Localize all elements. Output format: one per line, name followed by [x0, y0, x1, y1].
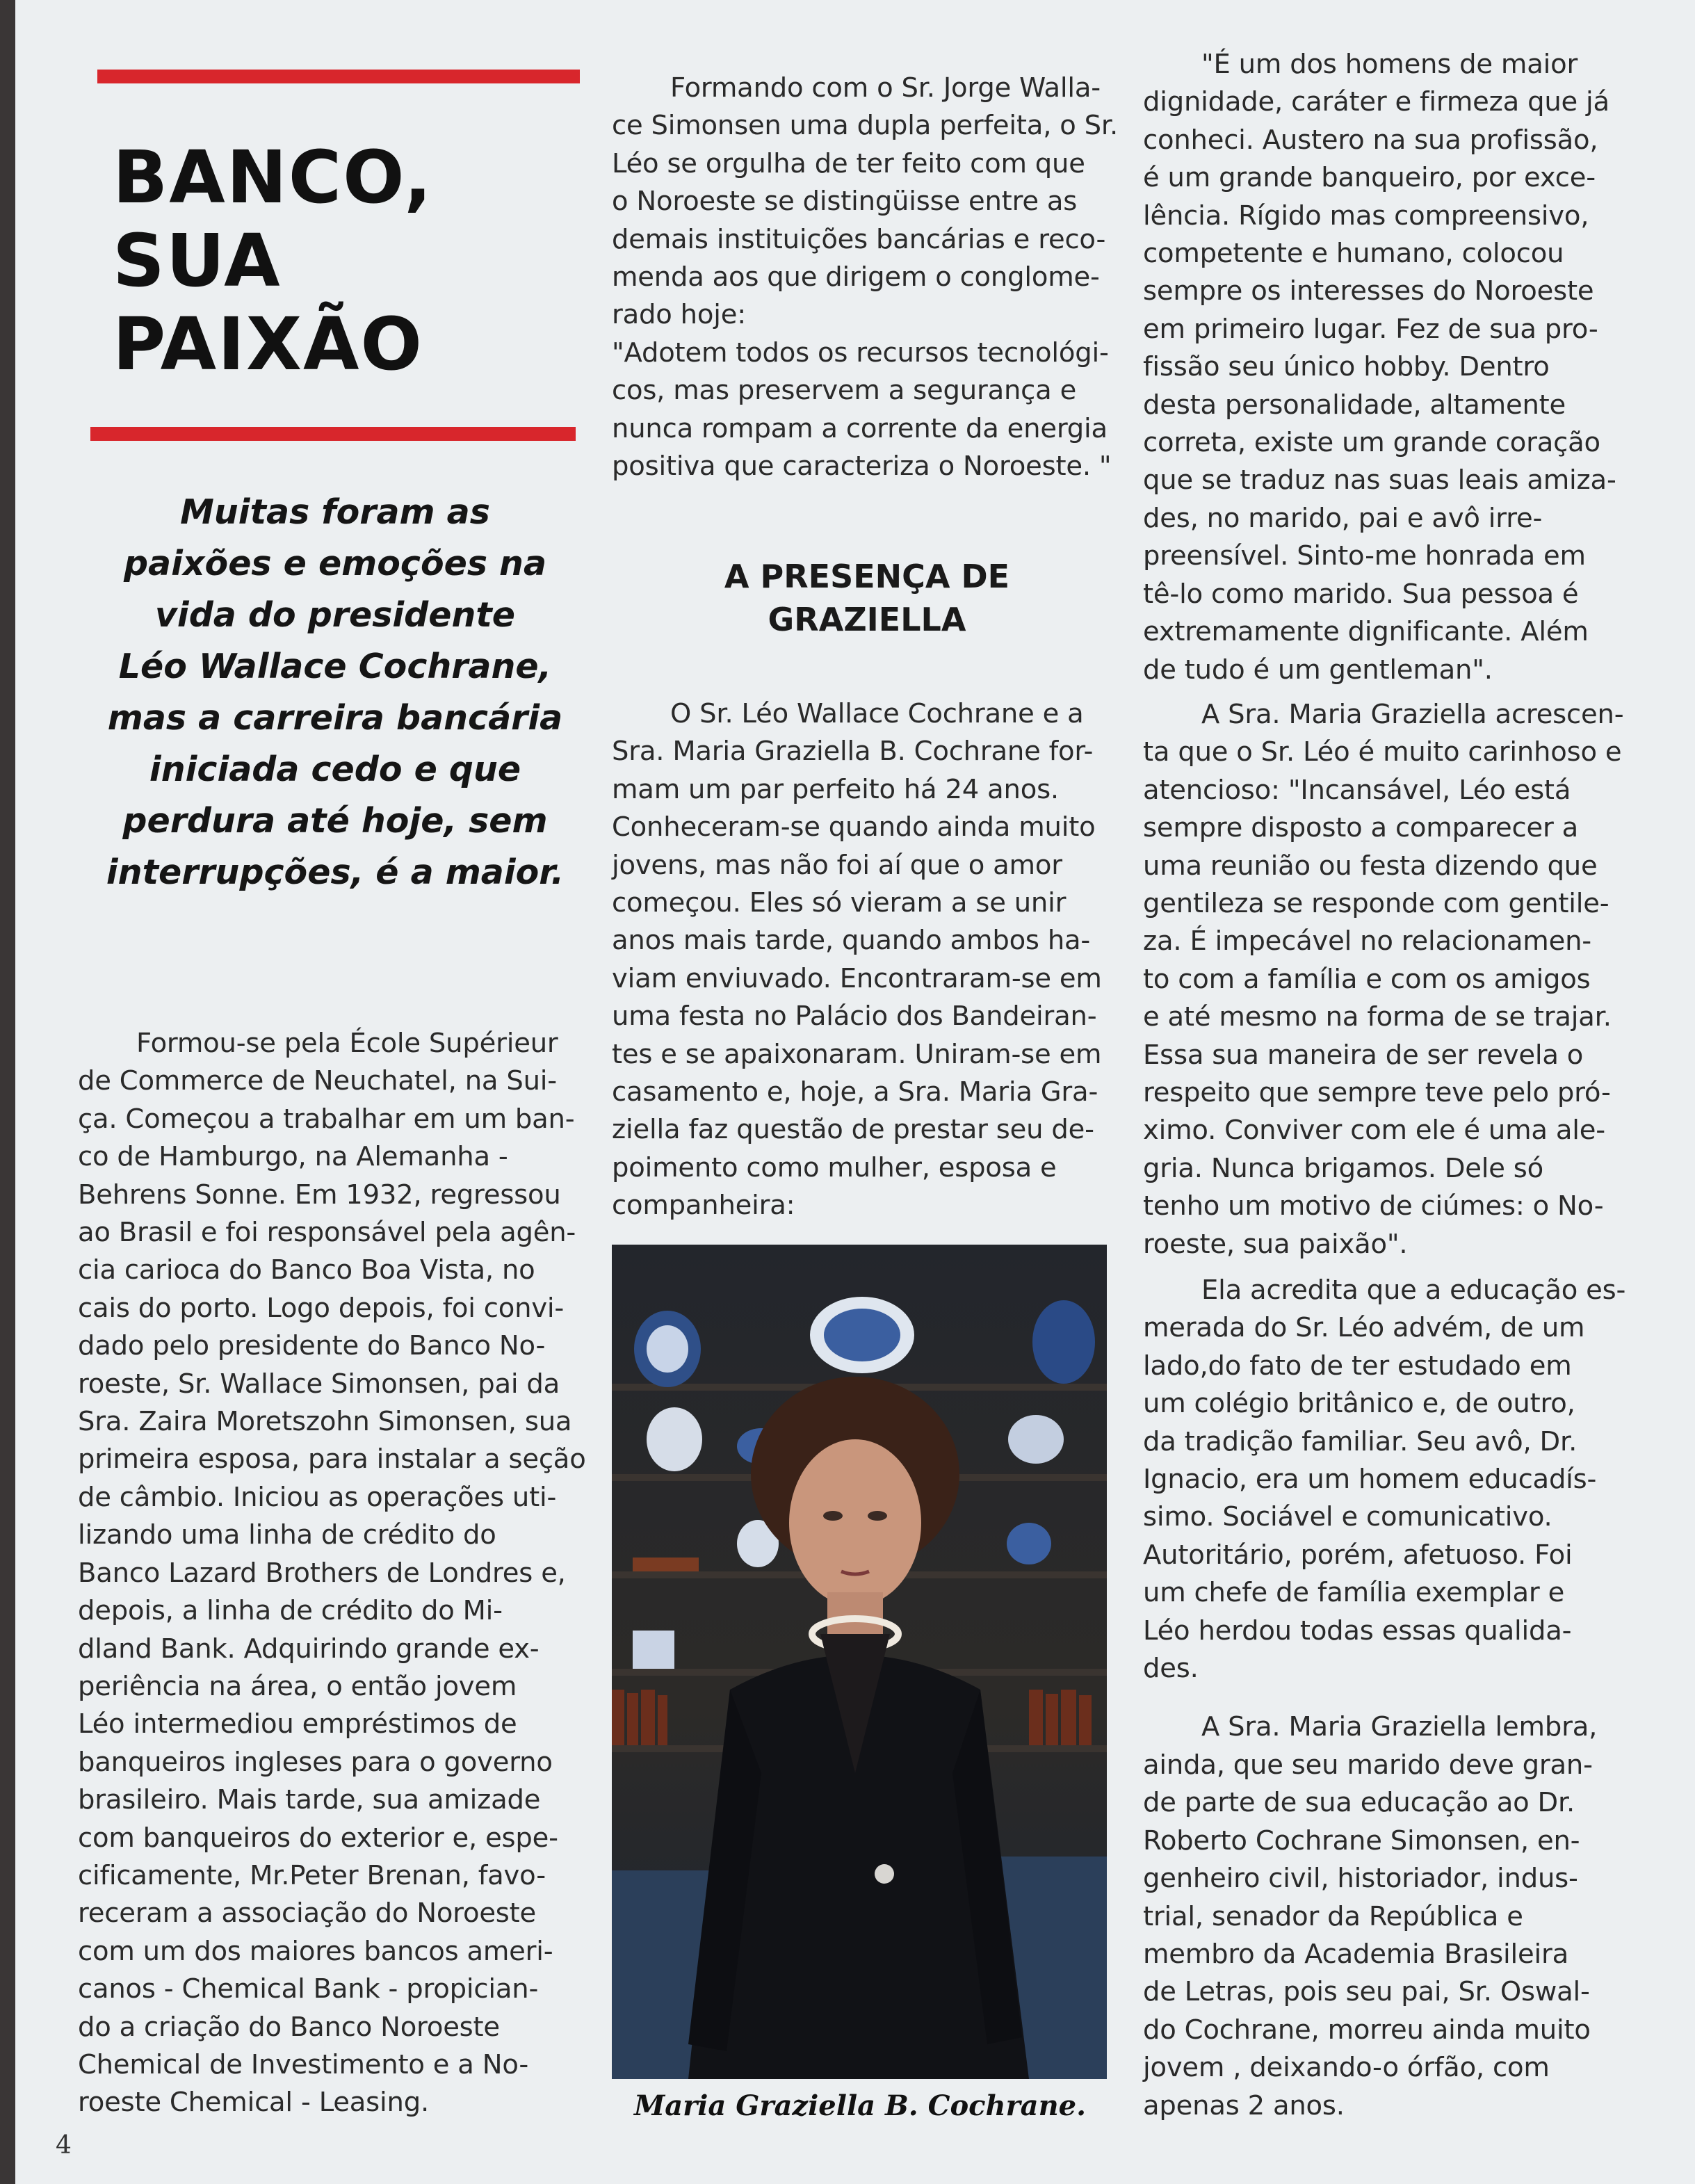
text-line: jovem , deixando-o órfão, com	[1143, 2052, 1550, 2084]
text-line: começou. Eles só vieram a se unir	[612, 887, 1067, 919]
heading-line: A PRESENÇA DE	[724, 558, 1010, 595]
col3-paragraph-4	[1143, 1708, 1654, 2124]
text-line: Chemical de Investimento e a No-	[78, 2048, 529, 2080]
lead-line: Léo Wallace Cochrane,	[118, 647, 552, 686]
text-line: apenas 2 anos.	[1143, 2089, 1345, 2121]
text-line: cais do porto. Logo depois, foi convi-	[78, 1292, 565, 1324]
text-line: tenho um motivo de ciúmes: o No-	[1143, 1190, 1604, 1222]
portrait-photo	[612, 1245, 1107, 2079]
text-line: Ela acredita que a educação es-	[1201, 1275, 1626, 1306]
text-line: Ignacio, era um homem educadís-	[1143, 1464, 1597, 1496]
photo-caption: Maria Graziella B. Cochrane.	[633, 2089, 1087, 2122]
text-line: des.	[1143, 1653, 1199, 1685]
text-line: "Adotem todos os recursos tecnológi-	[612, 337, 1109, 369]
text-line: roeste, sua paixão".	[1143, 1228, 1408, 1260]
text-line: demais instituições bancárias e reco-	[612, 223, 1106, 255]
text-line: de tudo é um gentleman".	[1143, 654, 1493, 686]
text-line: cos, mas preservem a segurança e	[612, 375, 1077, 407]
text-line: que se traduz nas suas leais amiza-	[1143, 464, 1616, 496]
text-line: Conheceram-se quando ainda muito	[612, 811, 1096, 843]
text-line: genheiro civil, historiador, indus-	[1143, 1863, 1578, 1895]
text-line: primeira esposa, para instalar a seção	[78, 1443, 586, 1475]
col2-intro-paragraph	[612, 70, 1119, 485]
text-line: de Commerce de Neuchatel, na Sui-	[78, 1065, 557, 1097]
text-line: Sra. Maria Graziella B. Cochrane for-	[612, 736, 1094, 768]
title-line: BANCO,	[113, 135, 433, 220]
column-2-top	[612, 70, 1119, 485]
text-line: Roberto Cochrane Simonsen, en-	[1143, 1825, 1580, 1857]
text-line: com um dos maiores bancos ameri-	[78, 1935, 553, 1967]
text-line: cia carioca do Banco Boa Vista, no	[78, 1254, 535, 1286]
text-line: é um grande banqueiro, por exce-	[1143, 162, 1596, 194]
text-line: Léo intermediou empréstimos de	[78, 1708, 517, 1740]
text-line: atencioso: "Incansável, Léo está	[1143, 774, 1571, 806]
text-line: em primeiro lugar. Fez de sua pro-	[1143, 313, 1598, 345]
text-line: canos - Chemical Bank - propician-	[78, 1973, 539, 2005]
text-line: extremamente dignificante. Além	[1143, 616, 1589, 648]
text-line: co de Hamburgo, na Alemanha -	[78, 1141, 508, 1173]
text-line: jovens, mas não foi aí que o amor	[612, 849, 1062, 881]
text-line: ao Brasil e foi responsável pela agên-	[78, 1217, 576, 1249]
bottom-red-rule	[90, 427, 576, 441]
text-line: za. É impecável no relacionamen-	[1143, 925, 1591, 957]
text-line: respeito que sempre teve pelo pró-	[1143, 1076, 1611, 1108]
text-line: correta, existe um grande coração	[1143, 427, 1600, 459]
lead-line: interrupções, é a maior.	[106, 852, 565, 892]
text-line: cificamente, Mr.Peter Brenan, favo-	[78, 1859, 546, 1891]
text-line: uma festa no Palácio dos Bandeiran-	[612, 1001, 1097, 1033]
text-line: poimento como mulher, esposa e	[612, 1151, 1057, 1183]
text-line: companheira:	[612, 1190, 795, 1222]
text-line: o Noroeste se distingüisse entre as	[612, 186, 1078, 218]
column-3	[1143, 46, 1654, 2125]
text-line: Autoritário, porém, afetuoso. Foi	[1143, 1539, 1573, 1571]
text-line: gria. Nunca brigamos. Dele só	[1143, 1152, 1543, 1184]
text-line: banqueiros ingleses para o governo	[78, 1746, 553, 1778]
col2-body-paragraph	[612, 695, 1107, 1225]
text-line: roeste, Sr. Wallace Simonsen, pai da	[78, 1368, 560, 1400]
text-line: simo. Sociável e comunicativo.	[1143, 1501, 1552, 1533]
text-line: Banco Lazard Brothers de Londres e,	[78, 1557, 566, 1589]
text-line: ta que o Sr. Léo é muito carinhoso e	[1143, 736, 1622, 768]
text-line: depois, a linha de crédito do Mi-	[78, 1595, 503, 1627]
text-line: Léo se orgulha de ter feito com que	[612, 147, 1085, 179]
text-line: ainda, que seu marido deve gran-	[1143, 1749, 1593, 1781]
lead-paragraph	[92, 487, 578, 898]
text-line: do Cochrane, morreu ainda muito	[1143, 2014, 1591, 2046]
article-title	[113, 136, 558, 386]
text-line: de câmbio. Iniciou as operações uti-	[78, 1481, 557, 1513]
text-line: brasileiro. Mais tarde, sua amizade	[78, 1784, 541, 1816]
text-line: sempre disposto a comparecer a	[1143, 812, 1578, 844]
text-line: trial, senador da República e	[1143, 1900, 1523, 1932]
text-line: lência. Rígido mas compreensivo,	[1143, 200, 1589, 232]
text-line: Formou-se pela École Supérieur	[136, 1028, 558, 1059]
text-line: de parte de sua educação ao Dr.	[1143, 1787, 1575, 1819]
text-line: Formando com o Sr. Jorge Walla-	[670, 72, 1101, 104]
text-line: Behrens Sonne. Em 1932, regressou	[78, 1179, 561, 1211]
lead-line: Muitas foram as	[180, 492, 490, 532]
text-line: A Sra. Maria Graziella acrescen-	[1201, 698, 1624, 730]
col1-paragraph	[78, 1025, 586, 2122]
text-line: dignidade, caráter e firmeza que já	[1143, 86, 1609, 118]
lead-line: perdura até hoje, sem	[122, 801, 548, 841]
text-line: fissão seu único hobby. Dentro	[1143, 351, 1550, 383]
text-line: roeste Chemical - Leasing.	[78, 2087, 429, 2119]
text-line: Essa sua maneira de ser revela o	[1143, 1039, 1584, 1071]
text-line: uma reunião ou festa dizendo que	[1143, 850, 1598, 882]
lead-line: mas a carreira bancária	[107, 698, 563, 738]
section-heading	[627, 555, 1107, 641]
text-line: desta personalidade, altamente	[1143, 389, 1566, 421]
text-line: gentileza se responde com gentile-	[1143, 887, 1609, 919]
text-line: sempre os interesses do Noroeste	[1143, 275, 1594, 307]
text-line: um colégio britânico e, de outro,	[1143, 1388, 1575, 1420]
text-line: tes e se apaixonaram. Uniram-se em	[612, 1038, 1102, 1070]
col3-paragraph-1	[1143, 46, 1654, 689]
text-line: casamento e, hoje, a Sra. Maria Gra-	[612, 1076, 1098, 1108]
text-line: ça. Começou a trabalhar em um ban-	[78, 1103, 575, 1135]
text-line: "É um dos homens de maior	[1201, 49, 1578, 80]
title-line: PAIXÃO	[113, 302, 423, 387]
lead-line: iniciada cedo e que	[149, 750, 521, 789]
text-line: ce Simonsen uma dupla perfeita, o Sr.	[612, 110, 1119, 142]
text-line: e até mesmo na forma de se trajar.	[1143, 1001, 1612, 1033]
text-line: um chefe de família exemplar e	[1143, 1577, 1565, 1609]
text-line: O Sr. Léo Wallace Cochrane e a	[670, 698, 1084, 729]
text-line: do a criação do Banco Noroeste	[78, 2011, 500, 2043]
text-line: lado,do fato de ter estudado em	[1143, 1350, 1572, 1382]
text-line: ziella faz questão de prestar seu de-	[612, 1114, 1094, 1146]
text-line: A Sra. Maria Graziella lembra,	[1201, 1711, 1598, 1743]
top-red-rule	[97, 70, 580, 83]
text-line: preensível. Sinto-me honrada em	[1143, 540, 1586, 572]
title-line: SUA	[113, 218, 282, 303]
text-line: viam enviuvado. Encontraram-se em	[612, 962, 1102, 994]
magazine-page	[15, 0, 1695, 2184]
text-line: dland Bank. Adquirindo grande ex-	[78, 1633, 540, 1665]
text-line: com banqueiros do exterior e, espe-	[78, 1822, 558, 1854]
text-line: conheci. Austero na sua profissão,	[1143, 124, 1598, 156]
text-line: receram a associação do Noroeste	[78, 1898, 537, 1930]
text-line: periência na área, o então jovem	[78, 1670, 517, 1702]
text-line: Sra. Zaira Moretszohn Simonsen, sua	[78, 1406, 572, 1438]
text-line: merada do Sr. Léo advém, de um	[1143, 1312, 1585, 1344]
text-line: membro da Academia Brasileira	[1143, 1938, 1569, 1970]
text-line: positiva que caracteriza o Noroeste. "	[612, 451, 1112, 483]
text-line: Léo herdou todas essas qualida-	[1143, 1615, 1572, 1647]
col3-paragraph-2	[1143, 696, 1654, 1263]
portrait-illustration	[612, 1245, 1107, 2079]
text-line: da tradição familiar. Seu avô, Dr.	[1143, 1425, 1578, 1457]
text-line: dado pelo presidente do Banco No-	[78, 1330, 546, 1362]
text-line: des, no marido, pai e avô irre-	[1143, 502, 1543, 534]
text-line: de Letras, pois seu pai, Sr. Oswal-	[1143, 1976, 1590, 2008]
text-line: to com a família e com os amigos	[1143, 963, 1591, 995]
heading-line: GRAZIELLA	[768, 601, 966, 638]
lead-line: paixões e emoções na	[123, 544, 547, 583]
text-line: competente e humano, colocou	[1143, 238, 1564, 270]
lead-line: vida do presidente	[154, 595, 516, 635]
col3-paragraph-3	[1143, 1272, 1654, 1688]
text-line: tê-lo como marido. Sua pessoa é	[1143, 578, 1579, 610]
text-line: rado hoje:	[612, 299, 746, 331]
text-line: lizando uma linha de crédito do	[78, 1519, 496, 1551]
text-line: menda aos que dirigem o conglome-	[612, 261, 1100, 293]
text-line: nunca rompam a corrente da energia	[612, 412, 1108, 444]
text-line: ximo. Conviver com ele é uma ale-	[1143, 1115, 1605, 1147]
text-line: anos mais tarde, quando ambos ha-	[612, 925, 1091, 957]
page-number: 4	[56, 2131, 72, 2160]
text-line: mam um par perfeito há 24 anos.	[612, 773, 1059, 805]
column-1	[78, 1025, 586, 2122]
column-2-body	[612, 695, 1107, 1225]
